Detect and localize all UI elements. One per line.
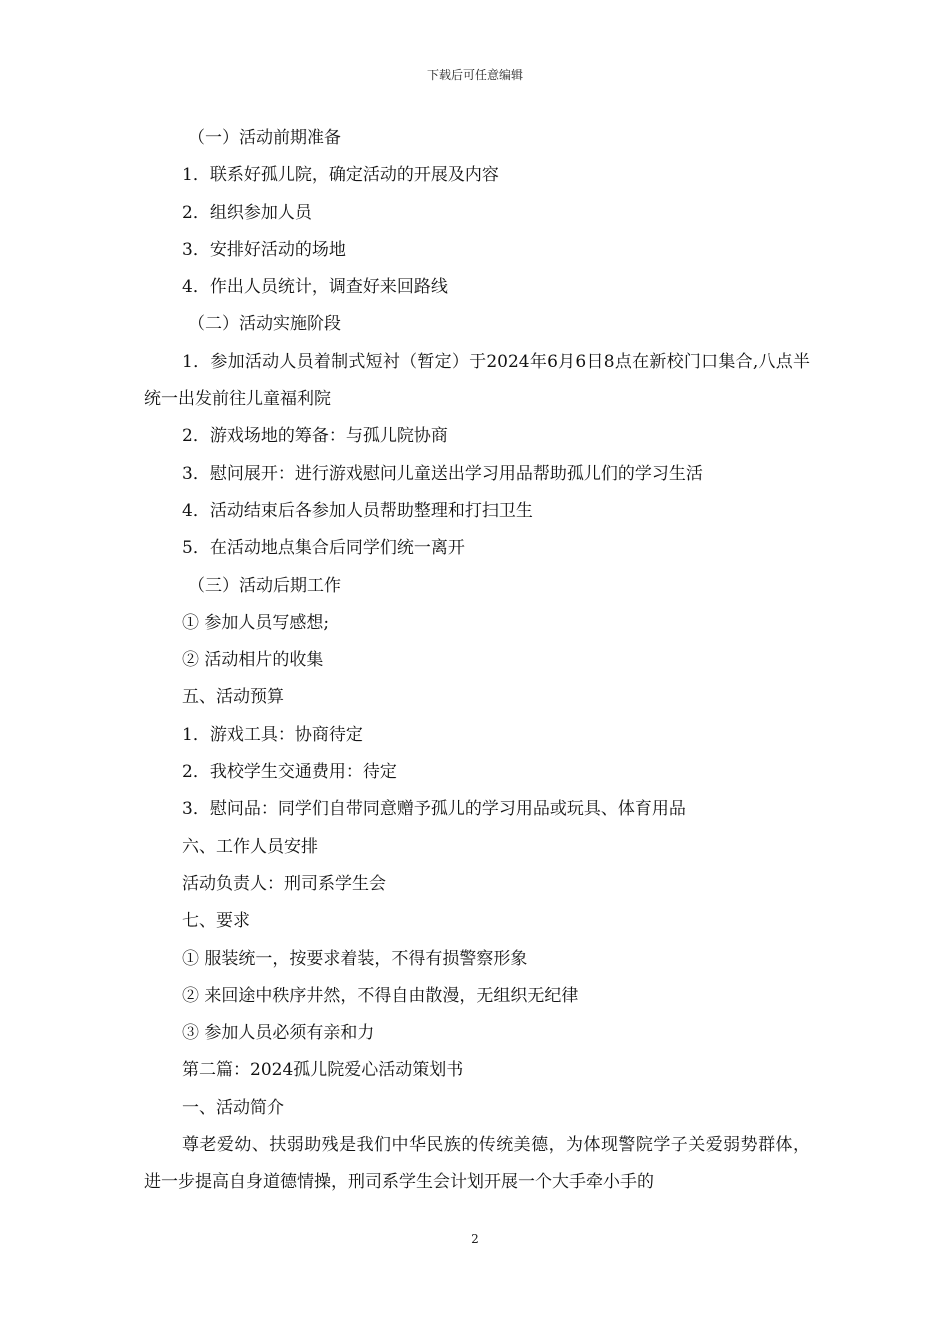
section-heading: 一、活动简介 — [182, 1097, 284, 1118]
section-heading: 七、要求 — [182, 911, 250, 932]
list-item: 3．慰问品：同学们自带同意赠予孤儿的学习用品或玩具、体育用品 — [182, 799, 686, 820]
list-item: ② 来回途中秩序井然，不得自由散漫，无组织无纪律 — [182, 985, 579, 1006]
list-item: ③ 参加人员必须有亲和力 — [182, 1023, 375, 1044]
list-item: ② 活动相片的收集 — [182, 650, 324, 671]
list-item: 3．安排好活动的场地 — [182, 239, 346, 260]
list-item: 1．联系好孤儿院，确定活动的开展及内容 — [182, 165, 499, 186]
section-heading: （三）活动后期工作 — [188, 575, 341, 596]
chapter-title: 第二篇：2024孤儿院爱心活动策划书 — [182, 1060, 464, 1081]
section-heading: 五、活动预算 — [182, 687, 284, 708]
list-item: ① 参加人员写感想; — [182, 612, 330, 633]
paragraph: 尊老爱幼、扶弱助残是我们中华民族的传统美德，为体现警院学子关爱弱势群体，进一步提高自身道德情操，刑司系学生会计划开展一个大手牵小手的 — [144, 1135, 810, 1193]
list-item: 4．作出人员统计，调查好来回路线 — [182, 277, 448, 298]
section-heading: （一）活动前期准备 — [188, 128, 341, 148]
list-item: 活动负责人：刑司系学生会 — [182, 873, 386, 894]
document-body — [144, 120, 810, 1202]
list-item: 4．活动结束后各参加人员帮助整理和打扫卫生 — [182, 500, 533, 521]
list-item: ① 服装统一，按要求着装，不得有损警察形象 — [182, 948, 528, 969]
page-number: 2 — [471, 1232, 479, 1246]
list-item: 2．游戏场地的筹备：与孤儿院协商 — [182, 426, 448, 447]
list-item: 3．慰问展开：进行游戏慰问儿童送出学习用品帮助孤儿们的学习生活 — [182, 463, 703, 484]
section-heading: 六、工作人员安排 — [182, 836, 318, 857]
list-item: 2．我校学生交通费用：待定 — [182, 762, 397, 783]
section-heading: （二）活动实施阶段 — [188, 314, 341, 335]
list-item: 1．游戏工具：协商待定 — [182, 724, 363, 745]
paragraph: 1．参加活动人员着制式短衬（暂定）于2024年6月6日8点在新校门口集合,八点半统一出发前往儿童福利院 — [144, 351, 810, 410]
page-header: 下载后可任意编辑 — [426, 68, 523, 82]
list-item: 5．在活动地点集合后同学们统一离开 — [182, 538, 465, 559]
list-item: 2．组织参加人员 — [182, 202, 312, 223]
